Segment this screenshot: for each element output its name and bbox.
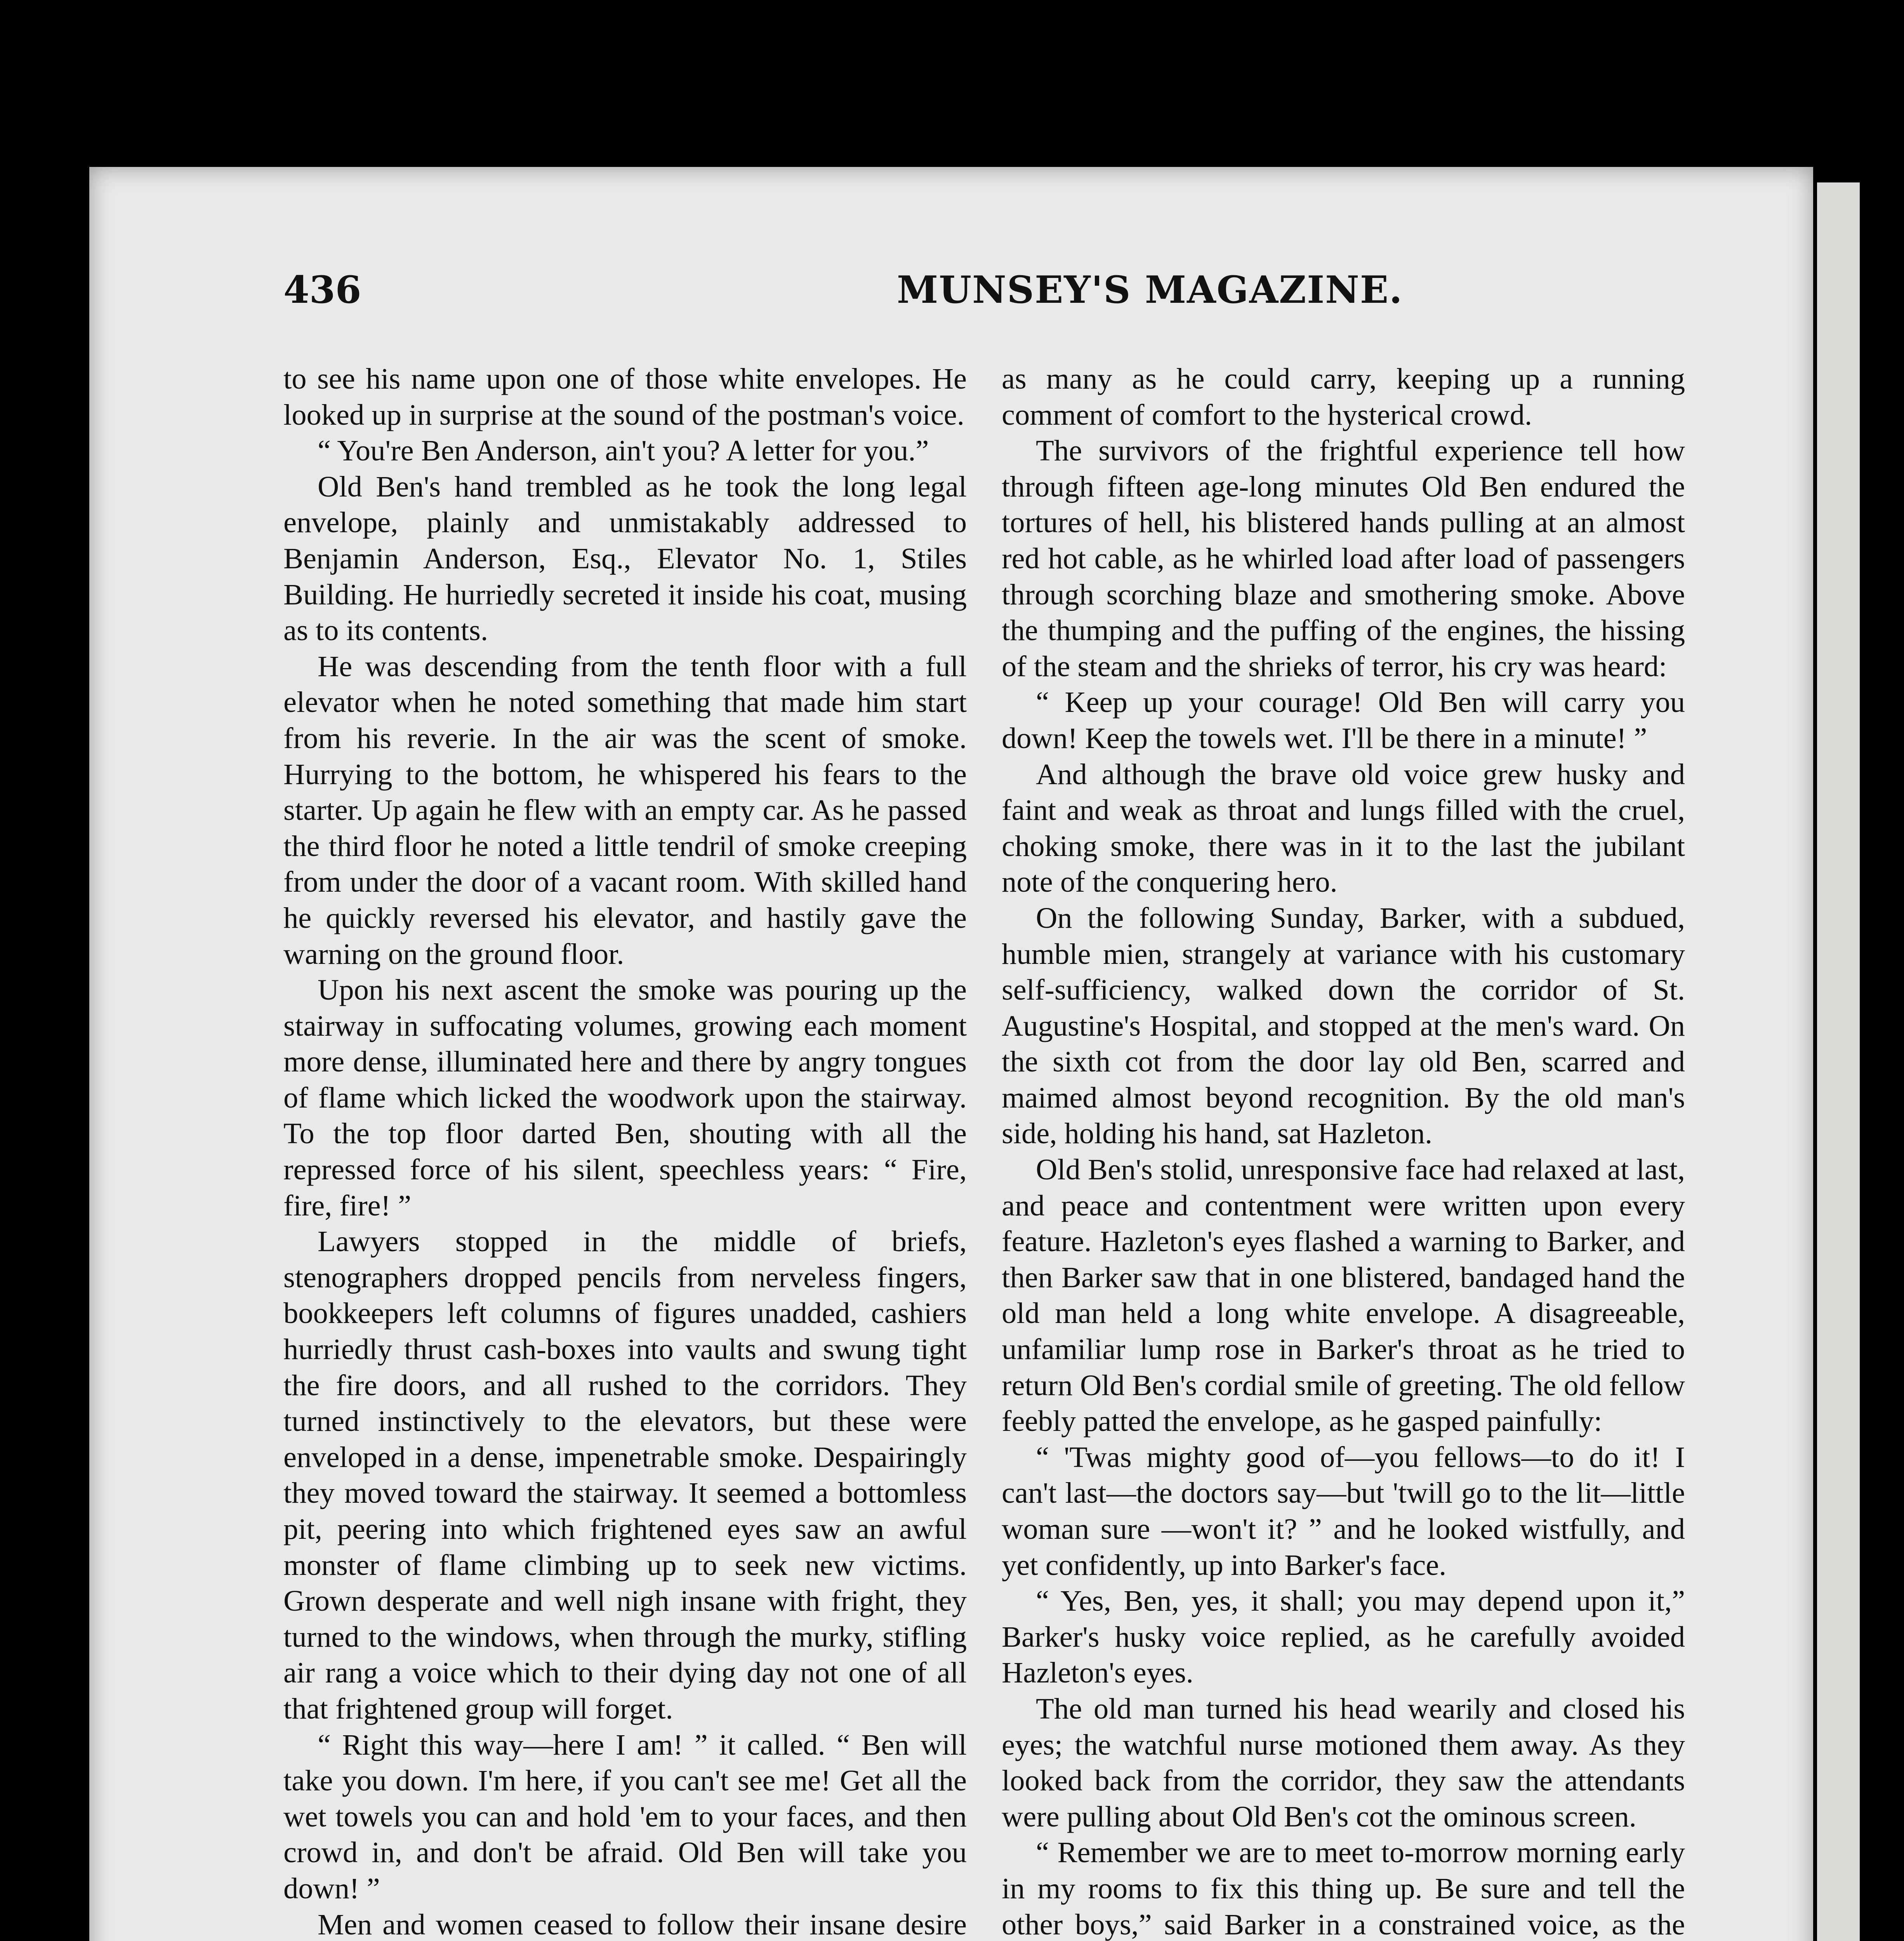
page-header: [283, 268, 1759, 318]
paragraph: as many as he could carry, keeping up a running comment of comfort to the hysterical crowd.: [1002, 362, 1685, 431]
paragraph: Upon his next ascent the smoke was pouring up the stairway in suffocating volumes, growing each moment more dense, illuminated here and there by angry tongues of flame which licked the woodwork upon the stairway. To the top floor darted Ben, shouting with all the repressed force of his silent, speechless years: “ Fire, fire, fire! ”: [283, 973, 967, 1222]
paragraph: The old man turned his head wearily and closed his eyes; the watchful nurse motioned them away. As they looked back from the corridor, they saw the attendants were pulling about Old Ben's cot the ominous screen.: [1002, 1692, 1685, 1833]
left-column: [283, 361, 967, 1941]
paragraph: “ You're Ben Anderson, ain't you? A letter for you.”: [318, 434, 929, 467]
paragraph: “ Right this way—here I am! ” it called. “ Ben will take you down. I'm here, if you can't see me! Get all the wet towels you can and hold 'em to your faces, and then crowd in, and don't be afraid. Old Ben will take you down! ”: [283, 1728, 967, 1905]
paragraph: The survivors of the frightful experience tell how through fifteen age-long minutes Old Ben endured the tortures of hell, his blistered hands pulling at an almost red hot cable, as he whirled load after load of passengers through scorching blaze and smothering smoke. Above the thumping and the puffing of the engines, the hissing of the steam and the shrieks of terror, his cry was heard:: [1002, 434, 1685, 683]
running-title: MUNSEY'S MAGAZINE.: [897, 268, 1403, 312]
paragraph: Old Ben's hand trembled as he took the long legal envelope, plainly and unmistakably addressed to Benjamin Anderson, Esq., Elevator No. 1, Stiles Building. He hurriedly secreted it inside his coat, musing as to its contents.: [283, 470, 967, 647]
paragraph: “ Remember we are to meet to-morrow morning early in my rooms to fix this thing up. Be sure and tell the other boys,” said Barker in a constrained voice, as the: [1002, 1836, 1685, 1941]
paragraph: “ 'Twas mighty good of—you fellows—to do it! I can't last—the doctors say—but 'twill go to the lit—little woman sure —won't it? ” and he looked wistfully, and yet confidently, up into Barker's face.: [1002, 1440, 1685, 1582]
paragraph: “ Keep up your courage! Old Ben will carry you down! Keep the towels wet. I'll be there in a minute! ”: [1002, 686, 1685, 755]
paragraph: “ Yes, Ben, yes, it shall; you may depend upon it,” Barker's husky voice replied, as he carefully avoided Hazleton's eyes.: [1002, 1584, 1685, 1689]
magazine-page: [89, 167, 1813, 1941]
paragraph: He was descending from the tenth floor with a full elevator when he noted something that made him start from his reverie. In the air was the scent of smoke. Hurrying to the bottom, he whispered his fears to the starter. Up again he flew with an empty car. As he passed the third floor he noted a little tendril of smoke creeping from under the door of a vacant room. With skilled hand he quickly reversed his elevator, and hastily gave the warning on the ground floor.: [283, 649, 967, 970]
paragraph: Old Ben's stolid, unresponsive face had relaxed at last, and peace and contentment were written upon every feature. Hazleton's eyes flashed a warning to Barker, and then Barker saw that in one blistered, bandaged hand the old man held a long white envelope. A disagreeable, unfamiliar lump rose in Barker's throat as he tried to return Old Ben's cordial smile of greeting. The old fellow feebly patted the envelope, as he gasped painfully:: [1002, 1153, 1685, 1438]
paragraph: Men and women ceased to follow their insane desire: [318, 1908, 967, 1941]
page-number: 436: [283, 268, 361, 312]
paragraph: And although the brave old voice grew husky and faint and weak as throat and lungs filled with the cruel, choking smoke, there was in it to the last the jubilant note of the conquering hero.: [1002, 757, 1685, 899]
right-column: [1002, 361, 1685, 1941]
paragraph: to see his name upon one of those white envelopes. He looked up in surprise at the sound of the postman's voice.: [283, 362, 967, 431]
paragraph: On the following Sunday, Barker, with a subdued, humble mien, strangely at variance with his customary self-sufficiency, walked down the corridor of St. Augustine's Hospital, and stopped at the men's ward. On the sixth cot from the door lay old Ben, scarred and maimed almost beyond recognition. By the old man's side, holding his hand, sat Hazleton.: [1002, 901, 1685, 1150]
paragraph: Lawyers stopped in the middle of briefs, stenographers dropped pencils from nerveless fingers, bookkeepers left columns of figures unadded, cashiers hurriedly thrust cash-boxes into vaults and swung tight the fire doors, and all rushed to the corridors. They turned instinctively to the elevators, but these were enveloped in a dense, impenetrable smoke. Despairingly they moved toward the stairway. It seemed a bottomless pit, peering into which frightened eyes saw an awful monster of flame climbing up to seek new victims. Grown desperate and well nigh insane with fright, they turned to the windows, when through the murky, stifling air rang a voice which to their dying day not one of all that frightened group will forget.: [283, 1225, 967, 1725]
facing-page-edge: [1817, 182, 1860, 1941]
